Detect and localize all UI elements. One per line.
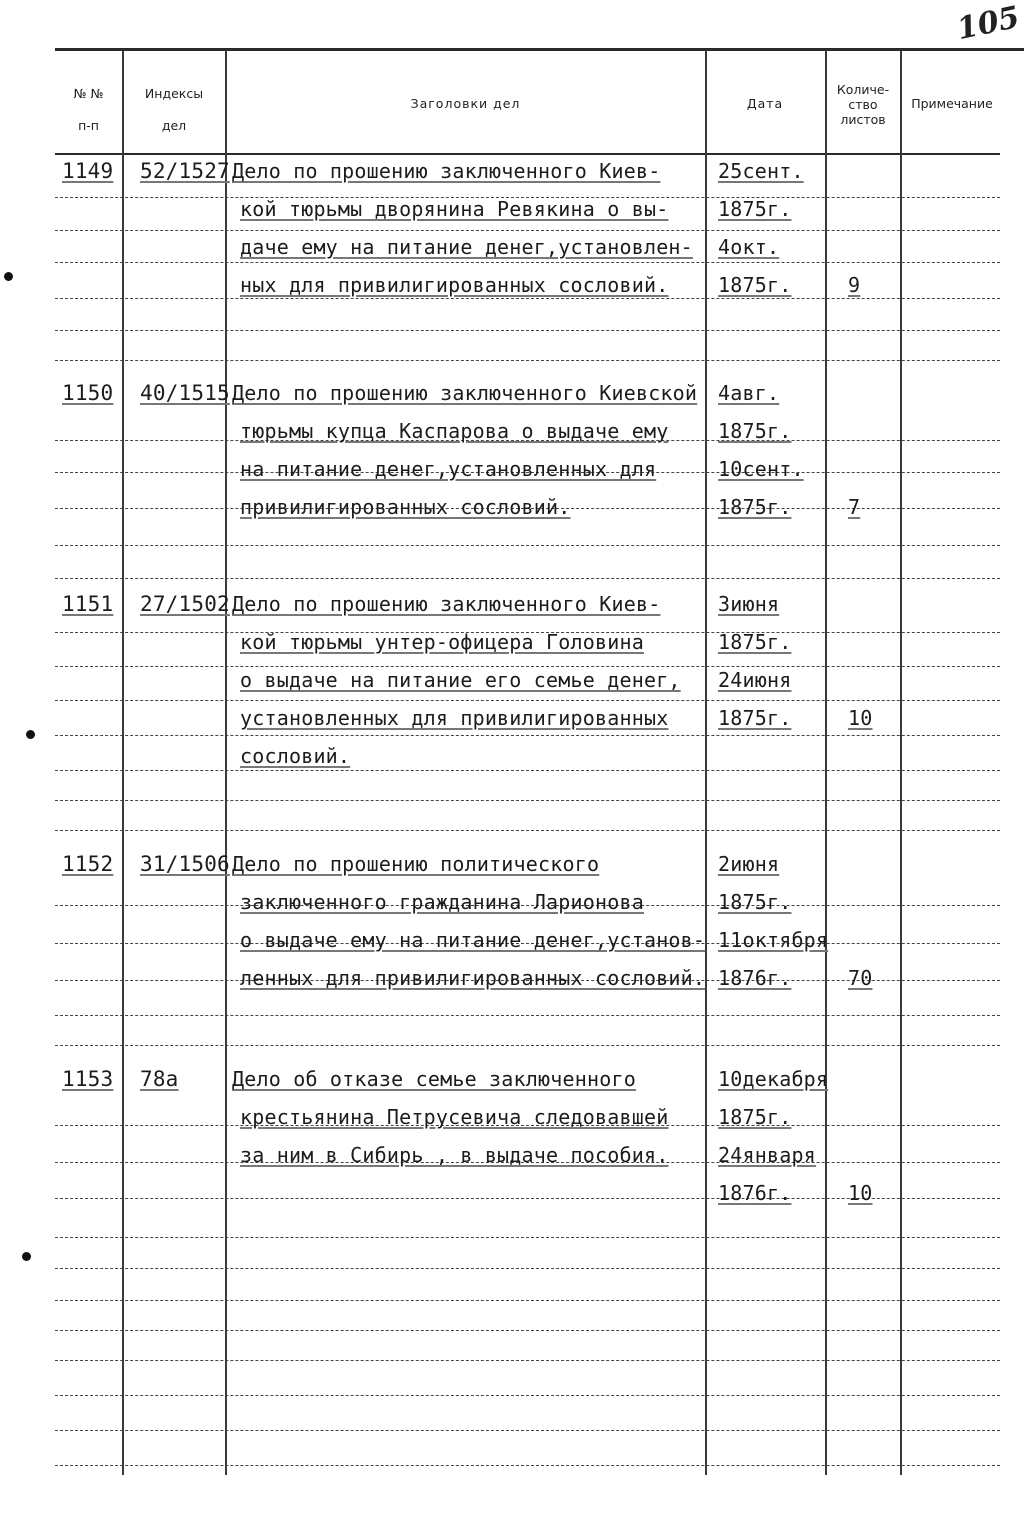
entry-number: 1151	[62, 592, 114, 616]
entry-date: 1876г.	[718, 1181, 792, 1205]
ruled-line	[55, 545, 1000, 546]
table-header-border	[55, 153, 1000, 155]
ruled-line	[55, 830, 1000, 831]
entry-index: 40/1515	[140, 381, 230, 405]
ruled-line	[55, 735, 1000, 736]
ruled-line	[55, 230, 1000, 231]
entry-date: 1875г.	[718, 419, 792, 443]
entry-date: 3июня	[718, 592, 780, 616]
entry-title-line: ных для привилигированных сословий.	[240, 273, 669, 297]
entry-number: 1153	[62, 1067, 114, 1091]
binding-hole	[22, 1252, 31, 1261]
ruled-line	[55, 700, 1000, 701]
column-divider-num	[122, 50, 124, 1475]
entry-title-line: установленных для привилигированных	[240, 706, 669, 730]
ruled-line	[55, 360, 1000, 361]
entry-date: 1875г.	[718, 706, 792, 730]
entry-date: 1876г.	[718, 966, 792, 990]
column-divider-title	[705, 50, 707, 1475]
entry-title-line: Дело по прошению заключенного Киев-	[232, 592, 661, 616]
ruled-line	[55, 1465, 1000, 1466]
entry-title-line: ленных для привилигированных сословий.	[240, 966, 706, 990]
entry-title-line: Дело по прошению заключенного Киевской	[232, 381, 698, 405]
entry-title-line: заключенного гражданина Ларионова	[240, 890, 644, 914]
header-num: № № п-п	[73, 86, 104, 133]
ruled-line	[55, 1330, 1000, 1331]
ruled-line	[55, 770, 1000, 771]
entry-sheet-count: 70	[848, 966, 873, 990]
entry-title-line: о выдаче на питание его семье денег,	[240, 668, 681, 692]
entry-date: 24января	[718, 1143, 816, 1167]
ruled-line	[55, 330, 1000, 331]
ruled-line	[55, 1395, 1000, 1396]
header-title: Заголовки дел	[410, 96, 521, 111]
entry-date: 4окт.	[718, 235, 780, 259]
page-number-stamp: 105	[954, 0, 1023, 48]
entry-number: 1149	[62, 159, 114, 183]
entry-date: 10сент.	[718, 457, 804, 481]
ruled-line	[55, 1268, 1000, 1269]
entry-index: 78а	[140, 1067, 179, 1091]
header-index: Индексы дел	[144, 86, 204, 133]
entry-title-line: на питание денег,установленных для	[240, 457, 657, 481]
ruled-line	[55, 578, 1000, 579]
table-top-border	[55, 48, 1024, 51]
entry-title-line: Дело об отказе семье заключенного	[232, 1067, 636, 1091]
entry-date: 24июня	[718, 668, 792, 692]
ruled-line	[55, 666, 1000, 667]
entry-sheet-count: 7	[848, 495, 861, 519]
entry-date: 1875г.	[718, 890, 792, 914]
ruled-line	[55, 1430, 1000, 1431]
ruled-line	[55, 1045, 1000, 1046]
ruled-line	[55, 298, 1000, 299]
entry-date: 25сент.	[718, 159, 804, 183]
entry-number: 1150	[62, 381, 114, 405]
entry-title-line: крестьянина Петрусевича следовавшей	[240, 1105, 669, 1129]
header-sheet-count: Количе- ство листов	[836, 82, 890, 127]
entry-index: 52/1527	[140, 159, 230, 183]
column-divider-date	[825, 50, 827, 1475]
header-date: Дата	[746, 96, 784, 111]
entry-date: 1875г.	[718, 273, 792, 297]
entry-sheet-count: 10	[848, 1181, 873, 1205]
entry-date: 11октября	[718, 928, 829, 952]
entry-date: 1875г.	[718, 495, 792, 519]
entry-date: 4авг.	[718, 381, 780, 405]
entry-title-line: кой тюрьмы унтер-офицера Головина	[240, 630, 644, 654]
entry-title-line: сословий.	[240, 744, 351, 768]
entry-number: 1152	[62, 852, 114, 876]
entry-title-line: тюрьмы купца Каспарова о выдаче ему	[240, 419, 669, 443]
entry-title-line: привилигированных сословий.	[240, 495, 571, 519]
entry-index: 31/1506	[140, 852, 230, 876]
entry-date: 10декабря	[718, 1067, 829, 1091]
ruled-line	[55, 1300, 1000, 1301]
entry-title-line: о выдаче ему на питание денег,установ-	[240, 928, 706, 952]
entry-title-line: даче ему на питание денег,установлен-	[240, 235, 693, 259]
entry-title-line: Дело по прошению заключенного Киев-	[232, 159, 661, 183]
entry-title-line: за ним в Сибирь , в выдаче пособия.	[240, 1143, 669, 1167]
column-divider-count	[900, 50, 902, 1475]
entry-date: 1875г.	[718, 1105, 792, 1129]
entry-index: 27/1502	[140, 592, 230, 616]
ruled-line	[55, 1360, 1000, 1361]
column-divider-index	[225, 50, 227, 1475]
entry-title-line: кой тюрьмы дворянина Ревякина о вы-	[240, 197, 669, 221]
entry-sheet-count: 9	[848, 273, 861, 297]
binding-hole	[26, 730, 35, 739]
entry-title-line: Дело по прошению политического	[232, 852, 600, 876]
header-note: Примечание	[911, 96, 993, 111]
ruled-line	[55, 262, 1000, 263]
binding-hole	[4, 272, 13, 281]
entry-date: 2июня	[718, 852, 780, 876]
ruled-line	[55, 800, 1000, 801]
entry-sheet-count: 10	[848, 706, 873, 730]
ruled-line	[55, 1237, 1000, 1238]
entry-date: 1875г.	[718, 630, 792, 654]
entry-date: 1875г.	[718, 197, 792, 221]
ruled-line	[55, 1015, 1000, 1016]
